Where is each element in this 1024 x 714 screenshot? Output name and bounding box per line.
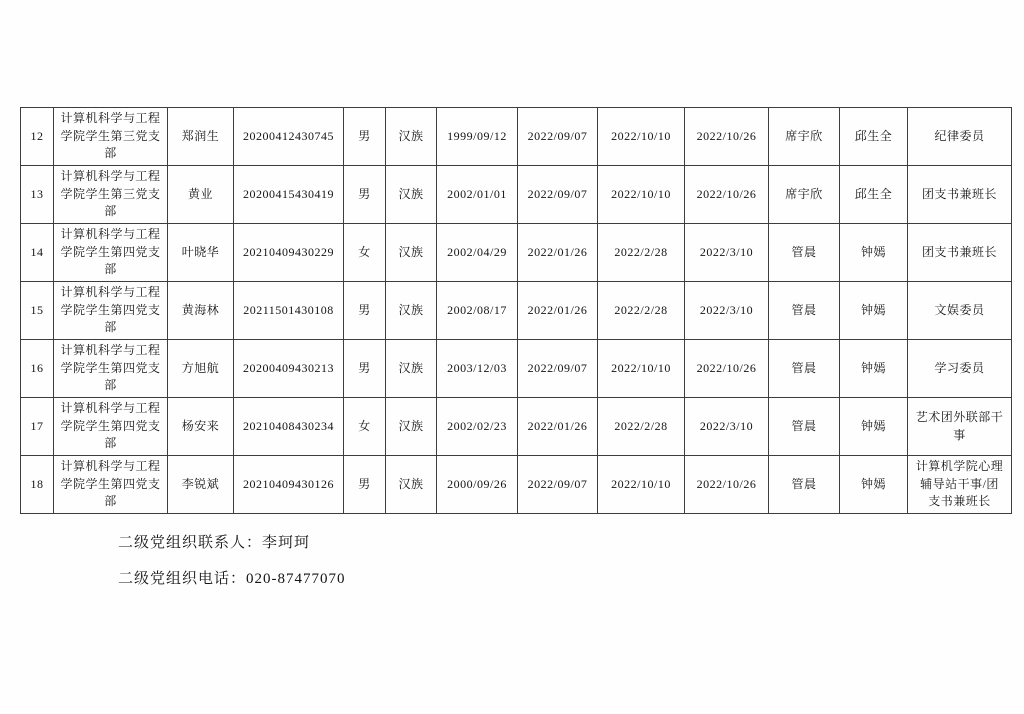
cell-date-2: 2022/2/28 [598,282,685,340]
cell-date-2: 2022/10/10 [598,166,685,224]
cell-date-3: 2022/10/26 [685,108,769,166]
cell-student-id: 20211501430108 [234,282,344,340]
cell-gender: 女 [344,398,386,456]
cell-date-2: 2022/2/28 [598,224,685,282]
cell-no: 15 [21,282,54,340]
cell-branch: 计算机科学与工程学院学生第四党支部 [54,282,168,340]
cell-date-3: 2022/10/26 [685,166,769,224]
cell-contact-1: 管晨 [769,398,840,456]
cell-date-1: 2022/09/07 [518,340,598,398]
cell-branch: 计算机科学与工程学院学生第三党支部 [54,108,168,166]
cell-contact-2: 钟嫣 [840,398,908,456]
cell-branch: 计算机科学与工程学院学生第四党支部 [54,224,168,282]
cell-birth-date: 2002/08/17 [437,282,518,340]
cell-position: 团支书兼班长 [908,166,1012,224]
cell-gender: 男 [344,456,386,514]
secondary-org-contact-label: 二级党组织联系人： [118,535,263,551]
cell-name: 杨安来 [168,398,234,456]
cell-gender: 男 [344,108,386,166]
table-row [21,456,1012,514]
cell-date-3: 2022/3/10 [685,224,769,282]
cell-position: 文娱委员 [908,282,1012,340]
secondary-org-phone-number: 020-87477070 [246,571,346,587]
cell-contact-2: 钟嫣 [840,224,908,282]
secondary-org-contact-name: 李珂珂 [262,535,311,551]
cell-ethnicity: 汉族 [386,456,437,514]
cell-gender: 男 [344,340,386,398]
cell-birth-date: 2003/12/03 [437,340,518,398]
cell-no: 14 [21,224,54,282]
cell-ethnicity: 汉族 [386,108,437,166]
cell-branch: 计算机科学与工程学院学生第四党支部 [54,398,168,456]
cell-student-id: 20210409430126 [234,456,344,514]
cell-student-id: 20210408430234 [234,398,344,456]
cell-contact-1: 管晨 [769,340,840,398]
cell-position: 纪律委员 [908,108,1012,166]
cell-student-id: 20200409430213 [234,340,344,398]
cell-contact-1: 管晨 [769,456,840,514]
cell-contact-1: 席宇欣 [769,108,840,166]
cell-birth-date: 2002/02/23 [437,398,518,456]
cell-student-id: 20200415430419 [234,166,344,224]
cell-name: 黄海林 [168,282,234,340]
table-row [21,282,1012,340]
cell-birth-date: 1999/09/12 [437,108,518,166]
cell-branch: 计算机科学与工程学院学生第三党支部 [54,166,168,224]
cell-student-id: 20210409430229 [234,224,344,282]
cell-branch: 计算机科学与工程学院学生第四党支部 [54,340,168,398]
table-row [21,340,1012,398]
cell-contact-1: 管晨 [769,224,840,282]
cell-birth-date: 2000/09/26 [437,456,518,514]
cell-date-1: 2022/01/26 [518,398,598,456]
table-row [21,398,1012,456]
cell-date-3: 2022/3/10 [685,282,769,340]
cell-ethnicity: 汉族 [386,224,437,282]
cell-branch: 计算机科学与工程学院学生第四党支部 [54,456,168,514]
cell-no: 13 [21,166,54,224]
cell-name: 郑润生 [168,108,234,166]
cell-contact-2: 钟嫣 [840,282,908,340]
cell-ethnicity: 汉族 [386,282,437,340]
cell-birth-date: 2002/04/29 [437,224,518,282]
cell-date-3: 2022/10/26 [685,340,769,398]
cell-name: 黄业 [168,166,234,224]
cell-position: 艺术团外联部干事 [908,398,1012,456]
cell-gender: 男 [344,282,386,340]
table-row [21,224,1012,282]
cell-date-2: 2022/10/10 [598,340,685,398]
cell-student-id: 20200412430745 [234,108,344,166]
cell-contact-2: 钟嫣 [840,340,908,398]
cell-birth-date: 2002/01/01 [437,166,518,224]
cell-date-2: 2022/10/10 [598,108,685,166]
cell-date-2: 2022/2/28 [598,398,685,456]
cell-position: 团支书兼班长 [908,224,1012,282]
cell-date-3: 2022/3/10 [685,398,769,456]
footer-notes [118,531,346,603]
cell-contact-1: 席宇欣 [769,166,840,224]
cell-position: 计算机学院心理辅导站干事/团支书兼班长 [908,456,1012,514]
cell-ethnicity: 汉族 [386,166,437,224]
cell-date-1: 2022/01/26 [518,282,598,340]
secondary-org-contact-line [118,531,346,550]
cell-no: 16 [21,340,54,398]
table-row [21,108,1012,166]
cell-date-1: 2022/09/07 [518,166,598,224]
cell-ethnicity: 汉族 [386,398,437,456]
cell-date-1: 2022/09/07 [518,108,598,166]
cell-no: 17 [21,398,54,456]
cell-ethnicity: 汉族 [386,340,437,398]
secondary-org-phone-label: 二级党组织电话： [118,571,247,587]
cell-name: 方旭航 [168,340,234,398]
cell-contact-1: 管晨 [769,282,840,340]
cell-contact-2: 钟嫣 [840,456,908,514]
cell-contact-2: 邱生全 [840,108,908,166]
cell-date-1: 2022/01/26 [518,224,598,282]
cell-date-1: 2022/09/07 [518,456,598,514]
secondary-org-phone-line [118,567,346,586]
table-row [21,166,1012,224]
cell-no: 18 [21,456,54,514]
cell-contact-2: 邱生全 [840,166,908,224]
cell-date-3: 2022/10/26 [685,456,769,514]
cell-gender: 男 [344,166,386,224]
cell-name: 李锐斌 [168,456,234,514]
cell-name: 叶晓华 [168,224,234,282]
cell-date-2: 2022/10/10 [598,456,685,514]
party-member-roster-table [20,107,1012,514]
cell-gender: 女 [344,224,386,282]
cell-position: 学习委员 [908,340,1012,398]
cell-no: 12 [21,108,54,166]
